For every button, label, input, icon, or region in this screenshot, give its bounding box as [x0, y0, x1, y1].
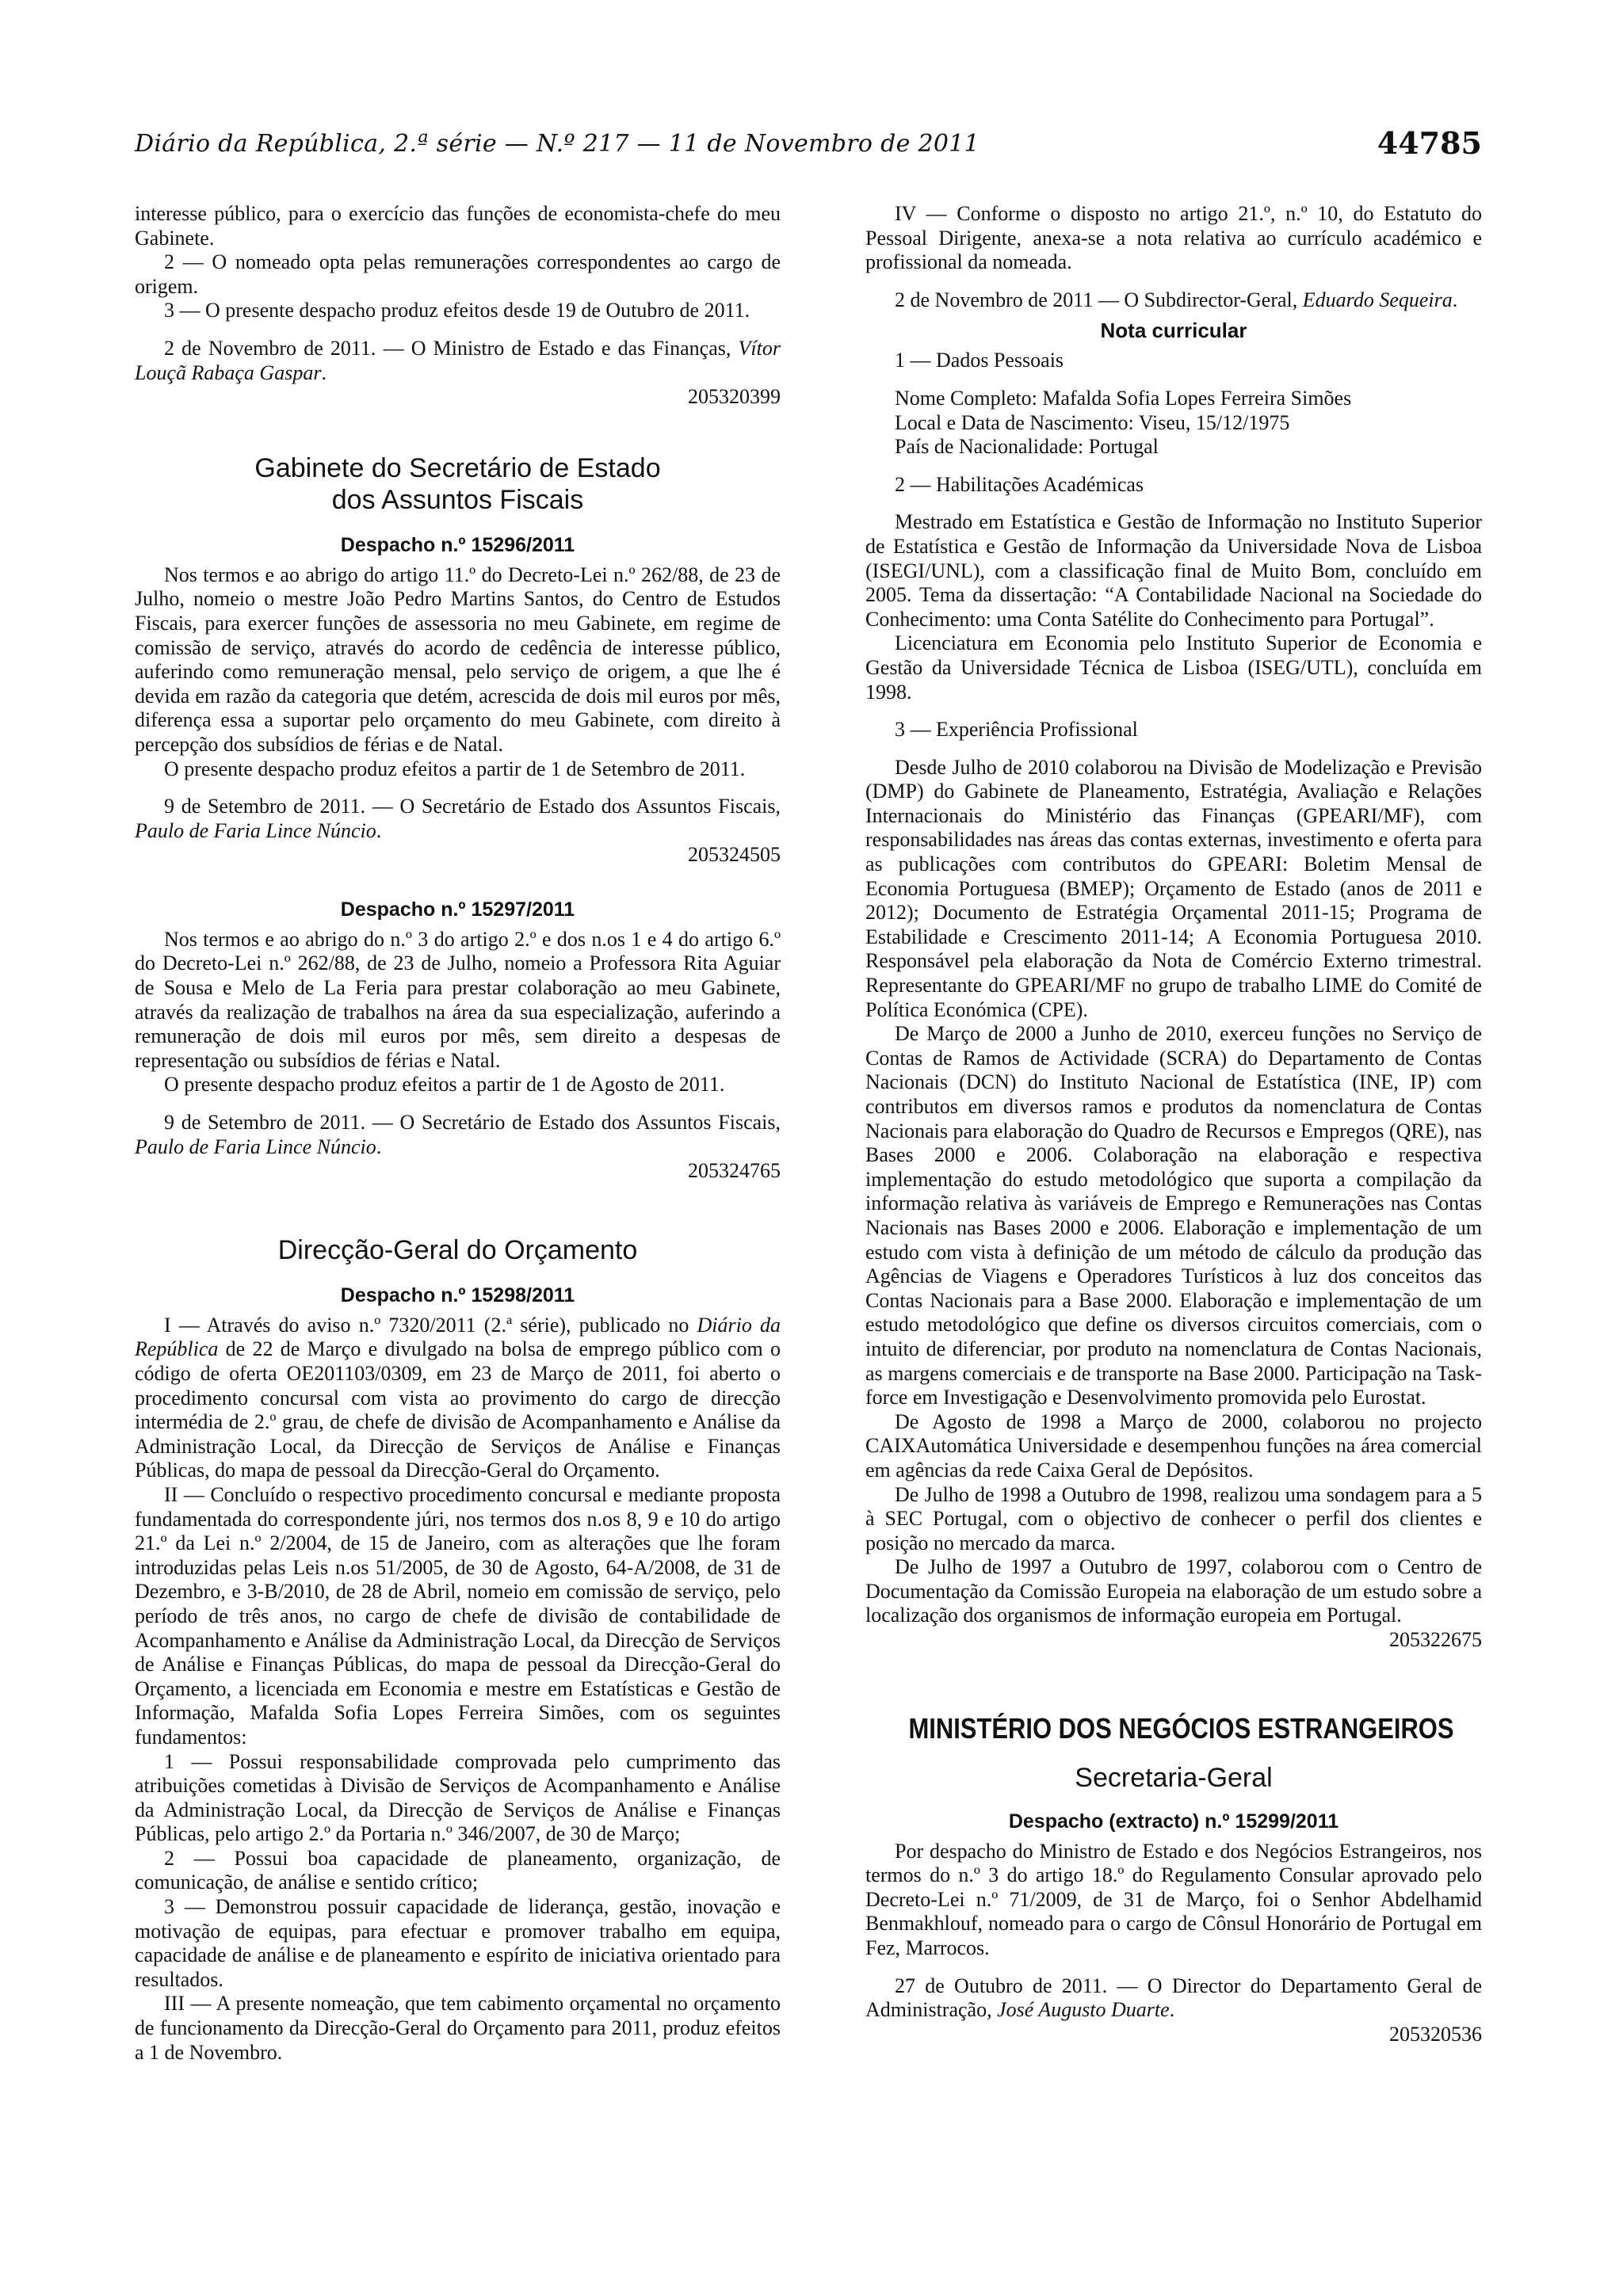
signature-text: 9 de Setembro de 2011. — O Secretário de Estado dos Assuntos Fiscais, — [164, 1111, 781, 1135]
document-code: 205320536 — [1389, 2022, 1482, 2046]
body-paragraph: De Março de 2000 a Junho de 2010, exerceu funções no Serviço de Contas de Ramos de Actividade (SCRA) do Departamento de Contas Nacionais (DCN) do Instituto Nacional de Estatística (INE, IP) com contributos em diversos ramos e produtos da nomenclatura de Contas Nacionais para elaboração do Quadro de Recursos e Empregos (QRE), nas Bases 2000 e 2006. Colaboração na elaboração e respectiva implementação do estudo metodológico que suporta a compilação da informação relativa às variáveis de Emprego e Remunerações nas Contas Nacionais nas Bases 2000 e 2006. Elaboração e implementação de um estudo com vista à definição de um método de cálculo da produção das Agências de Viagens e Operadores Turísticos à luz dos conceitos das Contas Nacionais para a Base 2000. Elaboração e implementação de um estudo metodológico que define os diversos circuitos comerciais, com o intuito de diferenciar, por produto na nomenclatura de Contas Nacionais, as margens comerciais e de transporte na Base 2000. Participação na Task-force em Investigação e Desenvolvimento promovida pelo Eurostat. — [865, 1022, 1482, 1409]
body-paragraph: Desde Julho de 2010 colaborou na Divisão de Modelização e Previsão (DMP) do Gabinete de Planeamento, Estratégia, Avaliação e Relações Internacionais do Ministério das Finanças (GPEARI/MF), com responsabilidades nas áreas das contas externas, investimento e oferta para as publicações com contributos do GPEARI: Boletim Mensal de Economia Portuguesa (BMEP); Orçamento de Estado (anos de 2011 e 2012); Documento de Estratégia Orçamental 2011-15; Programa de Estabilidade e Crescimento 2011-14; A Economia Portuguesa 2010. Responsável pela elaboração da Nota de Comércio Externo trimestral. Representante do GPEARI/MF no grupo de trabalho LIME do Comité de Política Económica (CPE). — [865, 755, 1482, 1021]
signature-text: 27 de Outubro de 2011. — O Director do Departamento Geral de Administração, — [865, 1974, 1482, 2022]
nota-curricular-title: Nota curricular — [1100, 318, 1247, 343]
signature-text: 2 de Novembro de 2011 — O Subdirector-Geral, — [895, 288, 1303, 311]
section-heading-secretaria: Secretaria-Geral — [1075, 1762, 1273, 1793]
section-heading-dgo: Direcção-Geral do Orçamento — [277, 1234, 638, 1265]
signature-line — [135, 795, 781, 843]
page-header — [135, 125, 1482, 173]
journal-title: Diário da República, 2.ª série — N.º 217 — 11 de Novembro de 2011 — [135, 130, 980, 158]
subsection-heading: 3 — Experiência Profissional — [895, 718, 1138, 742]
personal-data-line: País de Nacionalidade: Portugal — [895, 435, 1159, 459]
heading-line: Gabinete do Secretário de Estado — [254, 452, 661, 483]
body-paragraph: 3 — Demonstrou possuir capacidade de liderança, gestão, inovação e motivação de equipas, para efectuar e promover trabalho em equipa, capacidade de análise e de planeamento e espírito de iniciativa orientado para resultados. — [135, 1895, 781, 1991]
body-paragraph: O presente despacho produz efeitos a partir de 1 de Agosto de 2011. — [164, 1073, 725, 1097]
personal-data-line: Nome Completo: Mafalda Sofia Lopes Ferreira Simões — [895, 386, 1352, 410]
signature-line — [135, 1111, 781, 1159]
personal-data-line: Local e Data de Nascimento: Viseu, 15/12/1975 — [895, 410, 1290, 434]
signature-end: . — [376, 1135, 382, 1158]
despacho-title: Despacho n.º 15297/2011 — [340, 898, 575, 921]
subsection-heading: 2 — Habilitações Académicas — [895, 472, 1144, 496]
body-paragraph: Mestrado em Estatística e Gestão de Informação no Instituto Superior de Estatística e Gestão de Informação da Universidade Nova de Lisboa (ISEGI/UNL), com a classificação final de Muito Bom, concluído em 2005. Tema da dissertação: “A Contabilidade Nacional na Sociedade do Conhecimento: uma Conta Satélite do Conhecimento para Portugal”. — [865, 510, 1482, 631]
body-paragraph: Por despacho do Ministro de Estado e dos Negócios Estrangeiros, nos termos do n.º 3 do artigo 18.º do Regulamento Consular aprovado pelo Decreto-Lei n.º 71/2009, de 31 de Março, foi o Senhor Abdelhamid Benmakhlouf, nomeado para o cargo de Cônsul Honorário de Portugal em Fez, Marrocos. — [865, 1839, 1482, 1960]
intro-paragraph: 3 — O presente despacho produz efeitos desde 19 de Outubro de 2011. — [164, 299, 750, 322]
signature-line — [865, 288, 1482, 313]
page-number: 44785 — [1377, 125, 1482, 161]
body-paragraph: De Julho de 1997 a Outubro de 1997, colaborou com o Centro de Documentação da Comissão Europeia na elaboração de um estudo sobre a localização dos organismos de informação europeia em Portugal. — [865, 1555, 1482, 1627]
section-heading-gabinete — [135, 452, 781, 516]
signatory-name: José Augusto Duarte — [997, 1998, 1170, 2022]
despacho-title: Despacho (extracto) n.º 15299/2011 — [1008, 1810, 1339, 1833]
document-code: 205324505 — [688, 843, 781, 867]
left-column — [135, 202, 781, 2065]
body-paragraph: Licenciatura em Economia pelo Instituto Superior de Economia e Gestão da Universidade Técnica de Lisboa (ISEG/UTL), concluída em 1998. — [865, 631, 1482, 704]
document-code: 205324765 — [688, 1159, 781, 1183]
body-paragraph: IV — Conforme o disposto no artigo 21.º, n.º 10, do Estatuto do Pessoal Dirigente, anexa-se a nota relativa ao currículo académico e profissional da nomeada. — [865, 202, 1482, 274]
body-paragraph: De Agosto de 1998 a Março de 2000, colaborou no projecto CAIXAutomática Universidade e desempenhou funções na área comercial em agências da rede Caixa Geral de Depósitos. — [865, 1409, 1482, 1482]
signature-end: . — [1169, 1998, 1175, 2022]
signature-end: . — [1452, 288, 1458, 311]
signature-end: . — [376, 818, 382, 842]
signature-end: . — [321, 360, 327, 384]
signature-text: 2 de Novembro de 2011. — O Ministro de Estado e das Finanças, — [164, 336, 739, 360]
signature-line — [865, 1974, 1482, 2023]
intro-paragraph: 2 — O nomeado opta pelas remunerações correspondentes ao cargo de origem. — [135, 250, 781, 298]
text-run-italic: Diário da República — [135, 1313, 781, 1361]
despacho-title: Despacho n.º 15298/2011 — [340, 1283, 575, 1306]
signature-line — [135, 337, 781, 385]
signatory-name: Paulo de Faria Lince Núncio — [135, 1135, 376, 1158]
heading-line: dos Assuntos Fiscais — [331, 484, 584, 515]
body-paragraph: 2 — Possui boa capacidade de planeamento, organização, de comunicação, de análise e sentido crítico; — [135, 1846, 781, 1894]
body-paragraph: De Julho de 1998 a Outubro de 1998, realizou uma sondagem para a 5 à SEC Portugal, com o objectivo de conhecer o perfil dos clientes e posição no mercado da marca. — [865, 1482, 1482, 1554]
body-paragraph: Nos termos e ao abrigo do n.º 3 do artigo 2.º e dos n.os 1 e 4 do artigo 6.º do Decreto-Lei n.º 262/88, de 23 de Julho, nomeio a Professora Rita Aguiar de Sousa e Melo de La Feria para prestar colaboração ao meu Gabinete, através da realização de trabalhos na área da sua especialização, auferindo a remuneração de dois mil euros por mês, sem direito a despesas de representação ou subsídios de férias e Natal. — [135, 927, 781, 1072]
body-paragraph: III — A presente nomeação, que tem cabimento orçamental no orçamento de funcionamento da Direcção-Geral do Orçamento para 2011, produz efeitos a 1 de Novembro. — [135, 1992, 781, 2064]
body-paragraph: 1 — Possui responsabilidade comprovada pelo cumprimento das atribuições cometidas à Divisão de Serviços de Acompanhamento e Análise da Administração Local, da Direcção de Serviços de Análise e Finanças Públicas, pelo artigo 2.º da Portaria n.º 346/2007, de 30 de Março; — [135, 1749, 781, 1846]
right-column — [865, 202, 1482, 2046]
document-code: 205322675 — [1389, 1628, 1482, 1652]
body-paragraph: Nos termos e ao abrigo do artigo 11.º do Decreto-Lei n.º 262/88, de 23 de Julho, nomeio o mestre João Pedro Martins Santos, do Centro de Estudos Fiscais, para exercer funções de assessoria no meu Gabinete, em regime de comissão de serviço, através do acordo de cedência de interesse público, auferindo como remuneração mensal, pelo serviço de origem, a que lhe é devida em razão da categoria que detém, acrescida de dois mil euros por mês, diferença essa a suportar pelo orçamento do meu Gabinete, com direito à percepção dos subsídios de férias e de Natal. — [135, 563, 781, 756]
signatory-name: Vítor Louçã Rabaça Gaspar — [135, 336, 781, 384]
signatory-name: Paulo de Faria Lince Núncio — [135, 818, 376, 842]
intro-paragraph: interesse público, para o exercício das funções de economista-chefe do meu Gabinete. — [135, 202, 781, 250]
subsection-heading: 1 — Dados Pessoais — [895, 349, 1064, 372]
body-paragraph — [135, 1314, 781, 1483]
signatory-name: Eduardo Sequeira — [1302, 288, 1453, 311]
text-run: de 22 de Março e divulgado na bolsa de emprego público com o código de oferta OE201103/0309, em 23 de Março de 2011, foi aberto o procedimento concursal com vista ao provimento do cargo de direcção intermédia de 2.º grau, de chefe de divisão de Acompanhamento e Análise da Administração Local, da Direcção de Serviços de Análise e Finanças Públicas, do mapa de pessoal da Direcção-Geral do Orçamento. — [135, 1337, 781, 1482]
signature-text: 9 de Setembro de 2011. — O Secretário de Estado dos Assuntos Fiscais, — [164, 795, 781, 818]
despacho-title: Despacho n.º 15296/2011 — [340, 533, 575, 556]
text-run: I — Através do aviso n.º 7320/2011 (2.ª série), publicado no — [164, 1313, 697, 1337]
body-paragraph: O presente despacho produz efeitos a partir de 1 de Setembro de 2011. — [164, 757, 746, 780]
ministry-heading: MINISTÉRIO DOS NEGÓCIOS ESTRANGEIROS — [908, 1711, 1454, 1745]
document-code: 205320399 — [688, 385, 781, 409]
body-paragraph: II — Concluído o respectivo procedimento concursal e mediante proposta fundamentada do correspondente júri, nos termos dos n.os 8, 9 e 10 do artigo 21.º da Lei n.º 2/2004, de 15 de Janeiro, com as alterações que lhe foram introduzidas pelas Leis n.os 51/2005, de 30 de Agosto, 64-A/2008, de 31 de Dezembro, e 3-B/2010, de 28 de Abril, nomeio em comissão de serviço, pelo período de três anos, no cargo de chefe de divisão de contabilidade de Acompanhamento e Análise da Administração Local, da Direcção de Serviços de Análise e Finanças Públicas, do mapa de pessoal da Direcção-Geral do Orçamento, a licenciada em Economia e mestre em Estatísticas e Gestão de Informação, Mafalda Sofia Lopes Ferreira Simões, com os seguintes fundamentos: — [135, 1482, 781, 1749]
